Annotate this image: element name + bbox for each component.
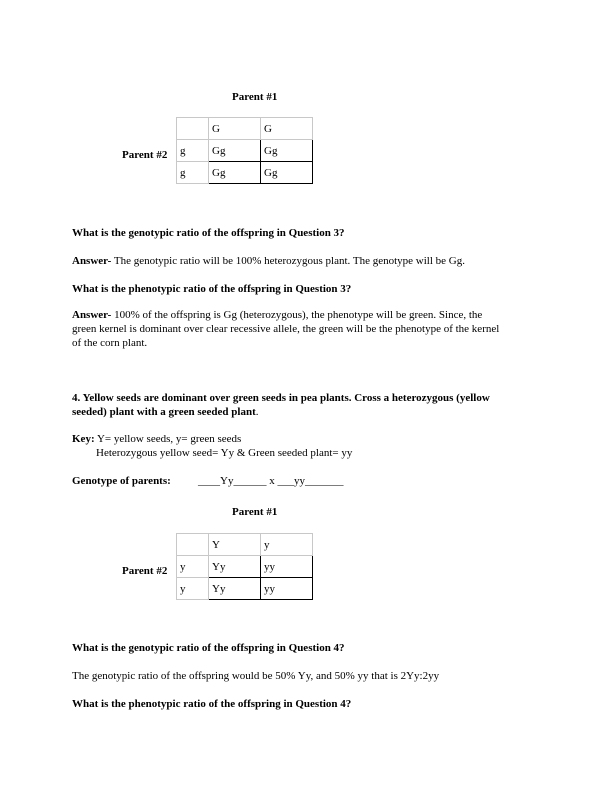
prompt-period: .	[255, 406, 259, 418]
table-cell: g	[177, 162, 209, 184]
q4-punnett-square	[176, 533, 313, 600]
table-cell: G	[261, 118, 313, 140]
answer-label: Answer-	[72, 309, 112, 321]
table-cell: y	[177, 556, 209, 578]
q3-phenotypic-question: What is the phenotypic ratio of the offspring in Question 3?	[72, 283, 352, 295]
table-cell: Gg	[209, 140, 261, 162]
table-cell	[177, 118, 209, 140]
answer-line	[72, 308, 552, 322]
q4-genotypic-answer: The genotypic ratio of the offspring would be 50% Yy, and 50% yy that is 2Yy:2yy	[72, 670, 440, 682]
key-line: Heterozygous yellow seed= Yy & Green seeded plant= yy	[96, 447, 353, 459]
table-row	[177, 534, 313, 556]
table-cell: g	[177, 140, 209, 162]
key-line	[72, 432, 352, 446]
q3-genotypic-question: What is the genotypic ratio of the offspring in Question 3?	[72, 227, 345, 239]
q3-phenotypic-answer	[72, 308, 552, 350]
table-row	[177, 162, 313, 184]
q4-genotype-label: Genotype of parents:	[72, 475, 171, 487]
q3-genotypic-answer	[72, 255, 465, 267]
key-text: Y= yellow seeds, y= green seeds	[94, 433, 242, 445]
table-cell: Y	[209, 534, 261, 556]
q4-genotype-value: ____Yy______ x ___yy_______	[198, 475, 344, 487]
answer-text: The genotypic ratio will be 100% heterozygous plant. The genotype will be Gg.	[111, 255, 465, 267]
table-cell: y	[261, 534, 313, 556]
table-cell: Gg	[261, 140, 313, 162]
q3-parent2-label: Parent #2	[122, 149, 168, 161]
prompt-line	[72, 405, 552, 419]
answer-line: green kernel is dominant over clear recessive allele, the green will be the phenotype of the kernel	[72, 323, 500, 335]
table-cell: y	[177, 578, 209, 600]
table-row	[177, 556, 313, 578]
q4-genotypic-question: What is the genotypic ratio of the offspring in Question 4?	[72, 642, 345, 654]
table-cell: G	[209, 118, 261, 140]
table-cell: Yy	[209, 556, 261, 578]
prompt-line: 4. Yellow seeds are dominant over green seeds in pea plants. Cross a heterozygous (yellow	[72, 392, 490, 404]
table-cell: Gg	[261, 162, 313, 184]
prompt-text: seeded) plant with a green seeded plant	[72, 406, 256, 418]
q3-parent1-label: Parent #1	[232, 91, 278, 103]
key-label: Key:	[72, 433, 95, 445]
q4-parent2-label: Parent #2	[122, 565, 168, 577]
answer-line: of the corn plant.	[72, 337, 148, 349]
table-cell: Gg	[209, 162, 261, 184]
q4-parent1-label: Parent #1	[232, 506, 278, 518]
table-cell	[177, 534, 209, 556]
q4-phenotypic-question: What is the phenotypic ratio of the offspring in Question 4?	[72, 698, 352, 710]
table-cell: Yy	[209, 578, 261, 600]
table-row	[177, 118, 313, 140]
q4-key	[72, 432, 352, 460]
q3-punnett-square	[176, 117, 313, 184]
table-row	[177, 578, 313, 600]
table-cell: yy	[261, 556, 313, 578]
table-row	[177, 140, 313, 162]
answer-text: 100% of the offspring is Gg (heterozygous), the phenotype will be green. Since, the	[111, 309, 483, 321]
q4-prompt	[72, 391, 552, 419]
table-cell: yy	[261, 578, 313, 600]
answer-label: Answer-	[72, 255, 112, 267]
